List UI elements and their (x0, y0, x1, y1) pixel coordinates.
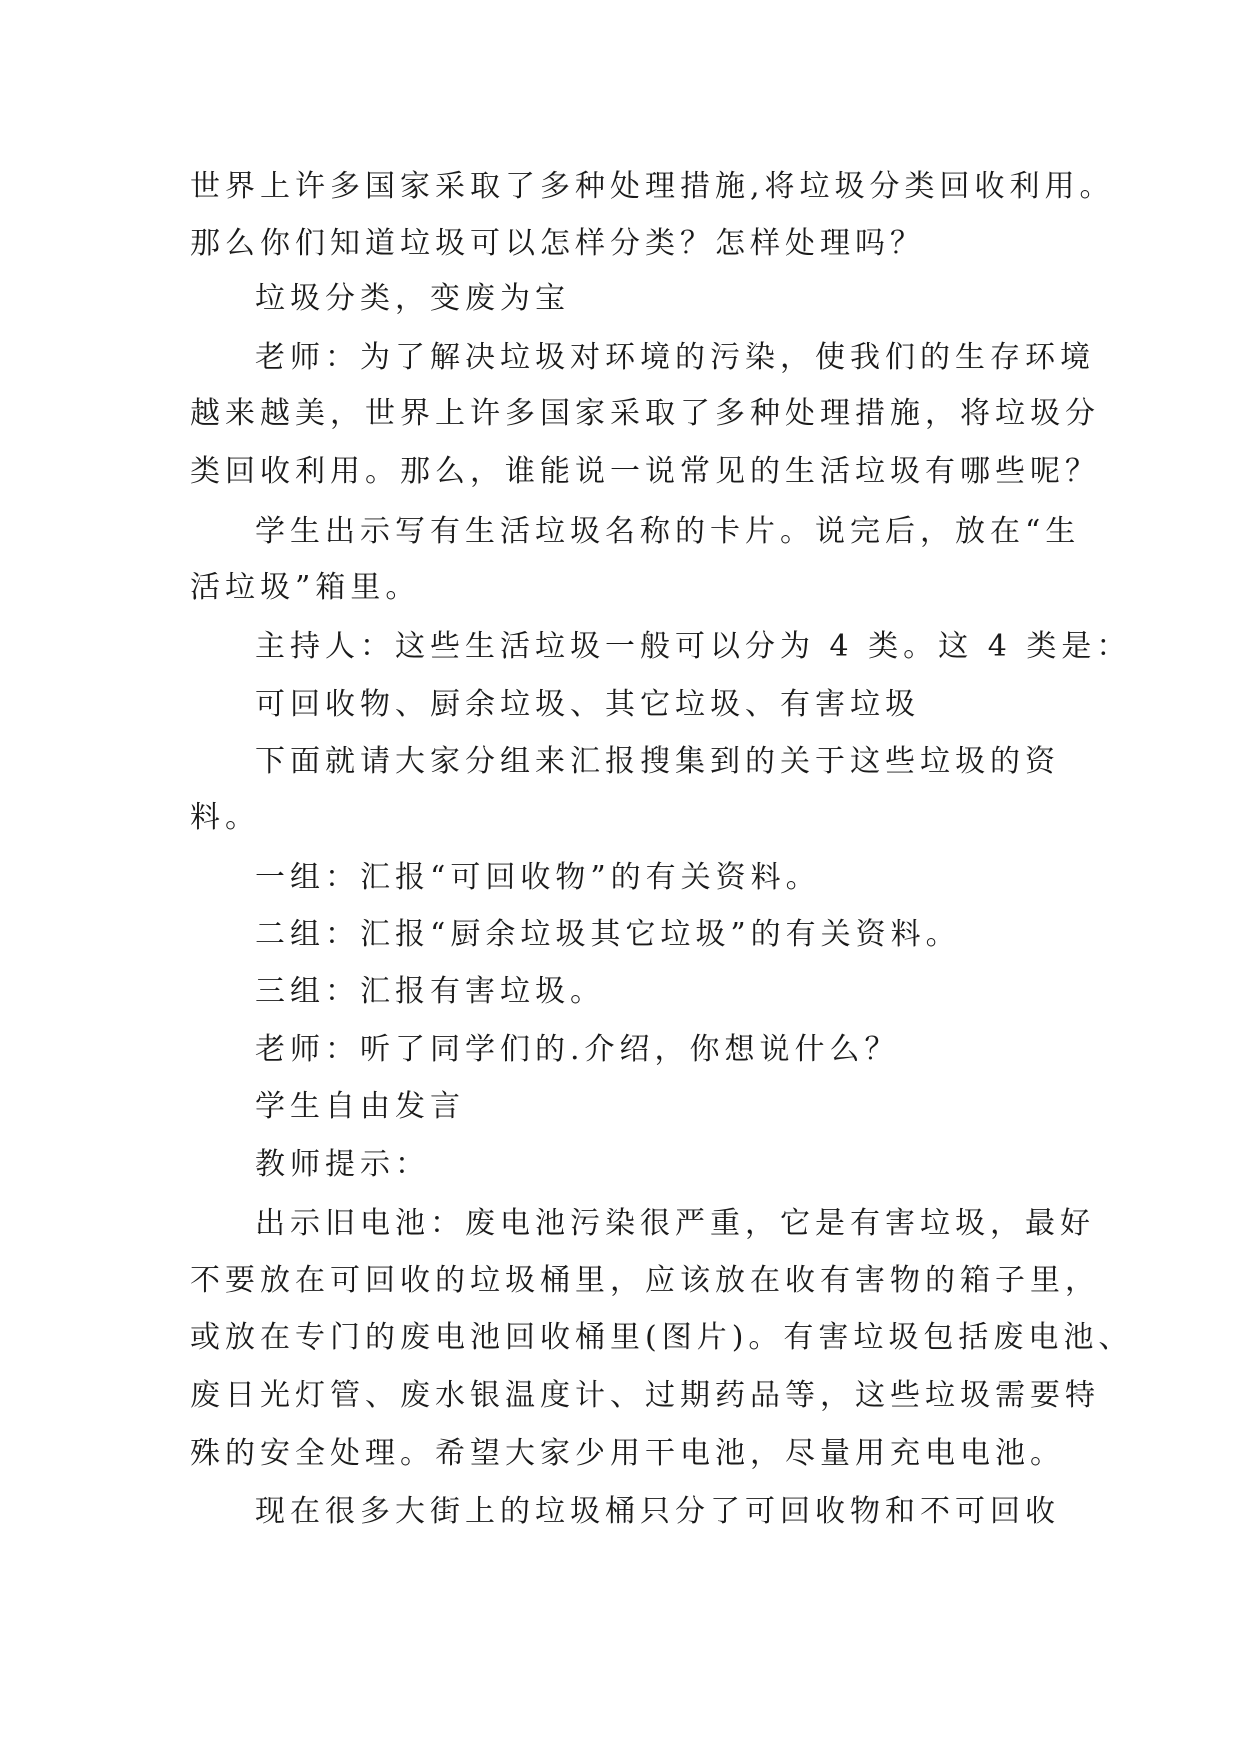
text-line: 学生出示写有生活垃圾名称的卡片。说完后，放在“生 (255, 514, 1081, 549)
section-heading: 垃圾分类，变废为宝 (255, 281, 570, 316)
text-line: 学生自由发言 (255, 1089, 465, 1124)
text-line: 那么你们知道垃圾可以怎样分类？怎样处理吗？ (190, 226, 925, 261)
text-line: 现在很多大街上的垃圾桶只分了可回收物和不可回收 (255, 1494, 1060, 1529)
text-line: 活垃圾”箱里。 (190, 570, 421, 605)
text-line: 或放在专门的废电池回收桶里(图片)。有害垃圾包括废电池、 (190, 1320, 1134, 1355)
text-line: 教师提示： (255, 1147, 430, 1182)
text-line: 下面就请大家分组来汇报搜集到的关于这些垃圾的资 (255, 744, 1060, 779)
text-line: 可回收物、厨余垃圾、其它垃圾、有害垃圾 (255, 687, 920, 722)
text-line: 殊的安全处理。希望大家少用干电池，尽量用充电电池。 (190, 1436, 1065, 1471)
text-line: 世界上许多国家采取了多种处理措施,将垃圾分类回收利用。 (190, 169, 1115, 204)
text-line: 老师：为了解决垃圾对环境的污染，使我们的生存环境 (255, 340, 1095, 375)
text-line: 不要放在可回收的垃圾桶里，应该放在收有害物的箱子里， (190, 1263, 1100, 1298)
text-line: 二组：汇报“厨余垃圾其它垃圾”的有关资料。 (255, 917, 961, 952)
text-line: 越来越美，世界上许多国家采取了多种处理措施，将垃圾分 (190, 396, 1100, 431)
text-line: 老师：听了同学们的.介绍，你想说什么？ (255, 1032, 900, 1067)
text-line: 一组：汇报“可回收物”的有关资料。 (255, 860, 821, 895)
text-line: 废日光灯管、废水银温度计、过期药品等，这些垃圾需要特 (190, 1378, 1100, 1413)
text-line: 三组：汇报有害垃圾。 (255, 974, 605, 1009)
text-line: 类回收利用。那么，谁能说一说常见的生活垃圾有哪些呢？ (190, 454, 1100, 489)
text-line: 主持人：这些生活垃圾一般可以分为 4 类。这 4 类是： (255, 629, 1132, 664)
text-line: 出示旧电池：废电池污染很严重，它是有害垃圾，最好 (255, 1206, 1095, 1241)
text-line: 料。 (190, 800, 260, 835)
